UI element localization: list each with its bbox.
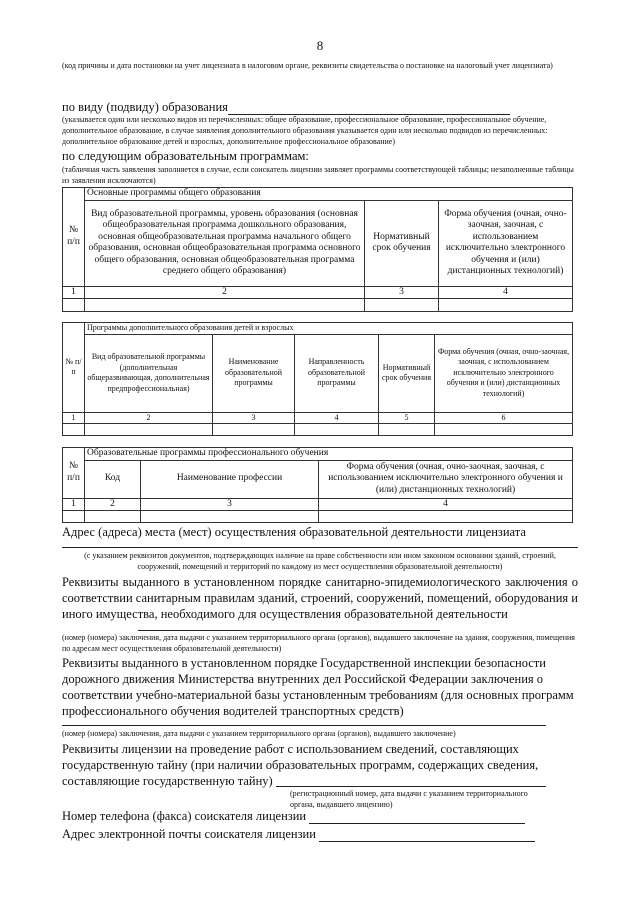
general-education-table — [62, 187, 573, 312]
col-number-header: № п/п — [63, 188, 85, 287]
col-form-header: Форма обучения (очная, очно-заочная, заочная, с использованием исключительно электронного обучения и (или) дистанционных технологий) — [435, 334, 573, 412]
sanitary-field[interactable] — [138, 630, 440, 631]
table-cell[interactable] — [295, 424, 379, 436]
table-caption: Основные программы общего образования — [85, 188, 573, 201]
col-term-header: Нормативный срок обучения — [365, 200, 439, 286]
col-number-header: № п/п — [63, 448, 85, 499]
address-label: Адрес (адреса) места (мест) осуществления образовательной деятельности лицензиата — [62, 525, 526, 539]
phone-row — [62, 807, 578, 824]
col-index: 4 — [319, 498, 573, 511]
sanitary-text: Реквизиты выданного в установленном порядке санитарно-эпидемиологического заключения о соответствии санитарным правилам зданий, строений, сооружений, помещений, оборудования и иного имущества, необходимого для осуществления образовательной деятельности — [62, 575, 578, 621]
address-note: (с указанием реквизитов документов, подтверждающих наличие на праве собственности или ином законном основании зданий, строений, сооружений, помещений и территорий по каждому из мест осуществления образовательной деятельности) — [84, 551, 556, 571]
sanitary-note: (номер (номера) заключения, дата выдачи с указанием территориального органа (органов), выдавшего заключение на здания, сооружения, помещения по адресам мест осуществления образовательной деятельности) — [62, 633, 575, 653]
education-kind-row — [62, 98, 578, 115]
col-index: 1 — [63, 286, 85, 299]
phone-field[interactable] — [309, 807, 525, 824]
email-row — [62, 825, 578, 842]
col-code-header: Код — [85, 460, 141, 498]
table-cell[interactable] — [63, 424, 85, 436]
education-kind-note: (указывается один или несколько видов из перечисленных: общее образование, профессиональное образование, профессиональное обучение, дополнительное образование, в случае заявления дополнительного образования указывается один или несколько подвидов из перечисленных: дополнительное образование детей и взрослых, дополнительное профессиональное образование) — [62, 115, 548, 146]
table-cell[interactable] — [365, 299, 439, 312]
col-index: 2 — [85, 498, 141, 511]
col-index: 3 — [141, 498, 319, 511]
education-kind-label: по виду (подвиду) образования — [62, 100, 228, 114]
col-number-header: № п/п — [63, 323, 85, 413]
education-kind-field[interactable] — [228, 98, 510, 115]
col-index: 5 — [379, 412, 435, 424]
table-cell[interactable] — [141, 511, 319, 523]
phone-label: Номер телефона (факса) соискателя лицензии — [62, 809, 307, 823]
email-field[interactable] — [319, 825, 535, 842]
table-cell[interactable] — [63, 299, 85, 312]
col-program-name-header: Наименование образовательной программы — [213, 334, 295, 412]
gibdd-text: Реквизиты выданного в установленном порядке Государственной инспекции безопасности дорожного движения Министерства внутренних дел Российской Федерации заключения о соответствии учебно-материальной базы установленным требованиям (для основных программ профессионального обучения водителей транспортных средств) — [62, 656, 574, 718]
state-secret-text: Реквизиты лицензии на проведение работ с использованием сведений, составляющих государственную тайну (при наличии образовательных программ, содержащих сведения, составляющие государственную тайну) — [62, 742, 539, 788]
col-profession-name-header: Наименование профессии — [141, 460, 319, 498]
col-index: 3 — [213, 412, 295, 424]
col-program-kind-header: Вид образовательной программы, уровень образования (основная общеобразовательная программа дошкольного образования, основная общеобразовательная программа начального общего образования, основная общеобразовательная программа основного общего образования, основная общеобразовательная программа среднего общего образования) — [85, 200, 365, 286]
table-caption: Программы дополнительного образования детей и взрослых — [85, 323, 573, 335]
table-cell[interactable] — [85, 424, 213, 436]
table-cell[interactable] — [319, 511, 573, 523]
col-direction-header: Направленность образовательной программы — [295, 334, 379, 412]
col-index: 6 — [435, 412, 573, 424]
col-program-kind-header: Вид образовательной программы (дополнительная общеразвивающая, дополнительная предпрофессиональная) — [85, 334, 213, 412]
table-caption: Образовательные программы профессионального обучения — [85, 448, 573, 461]
address-field[interactable] — [62, 547, 578, 548]
col-form-header: Форма обучения (очная, очно-заочная, заочная, с использованием исключительно электронного обучения и (или) дистанционных технологий) — [439, 200, 573, 286]
col-index: 4 — [295, 412, 379, 424]
state-secret-note: (регистрационный номер, дата выдачи с указанием территориального органа, выдавшего лицензию) — [290, 789, 528, 809]
email-label: Адрес электронной почты соискателя лицензии — [62, 827, 316, 841]
col-term-header: Нормативный срок обучения — [379, 334, 435, 412]
table-cell[interactable] — [213, 424, 295, 436]
kpp-note: (код причины и дата постановки на учет лицензиата в налоговом органе, реквизиты свидетельства о постановке на налоговый учет лицензиата) — [62, 61, 553, 70]
page-number: 8 — [316, 38, 324, 53]
col-index: 3 — [365, 286, 439, 299]
table-cell[interactable] — [435, 424, 573, 436]
col-form-header: Форма обучения (очная, очно-заочная, заочная, с использованием исключительно электронного обучения и (или) дистанционных технологий) — [319, 460, 573, 498]
table-cell[interactable] — [85, 511, 141, 523]
professional-training-table — [62, 447, 573, 523]
gibdd-field[interactable] — [62, 725, 546, 726]
table-cell[interactable] — [379, 424, 435, 436]
table-cell[interactable] — [85, 299, 365, 312]
col-index: 1 — [63, 498, 85, 511]
programs-label: по следующим образовательным программам: — [62, 149, 309, 163]
col-index: 4 — [439, 286, 573, 299]
col-index: 2 — [85, 286, 365, 299]
table-cell[interactable] — [63, 511, 85, 523]
col-index: 1 — [63, 412, 85, 424]
col-index: 2 — [85, 412, 213, 424]
gibdd-note: (номер (номера) заключения, дата выдачи с указанием территориального органа (органов), выдавшего заключение) — [62, 729, 456, 738]
programs-note: (табличная часть заявления заполняется в случае, если соискатель лицензии заявляет программы соответствующей таблицы; незаполненные таблицы из заявления исключаются) — [62, 165, 574, 185]
state-secret-field[interactable] — [276, 786, 546, 787]
table-cell[interactable] — [439, 299, 573, 312]
additional-education-table — [62, 322, 573, 436]
